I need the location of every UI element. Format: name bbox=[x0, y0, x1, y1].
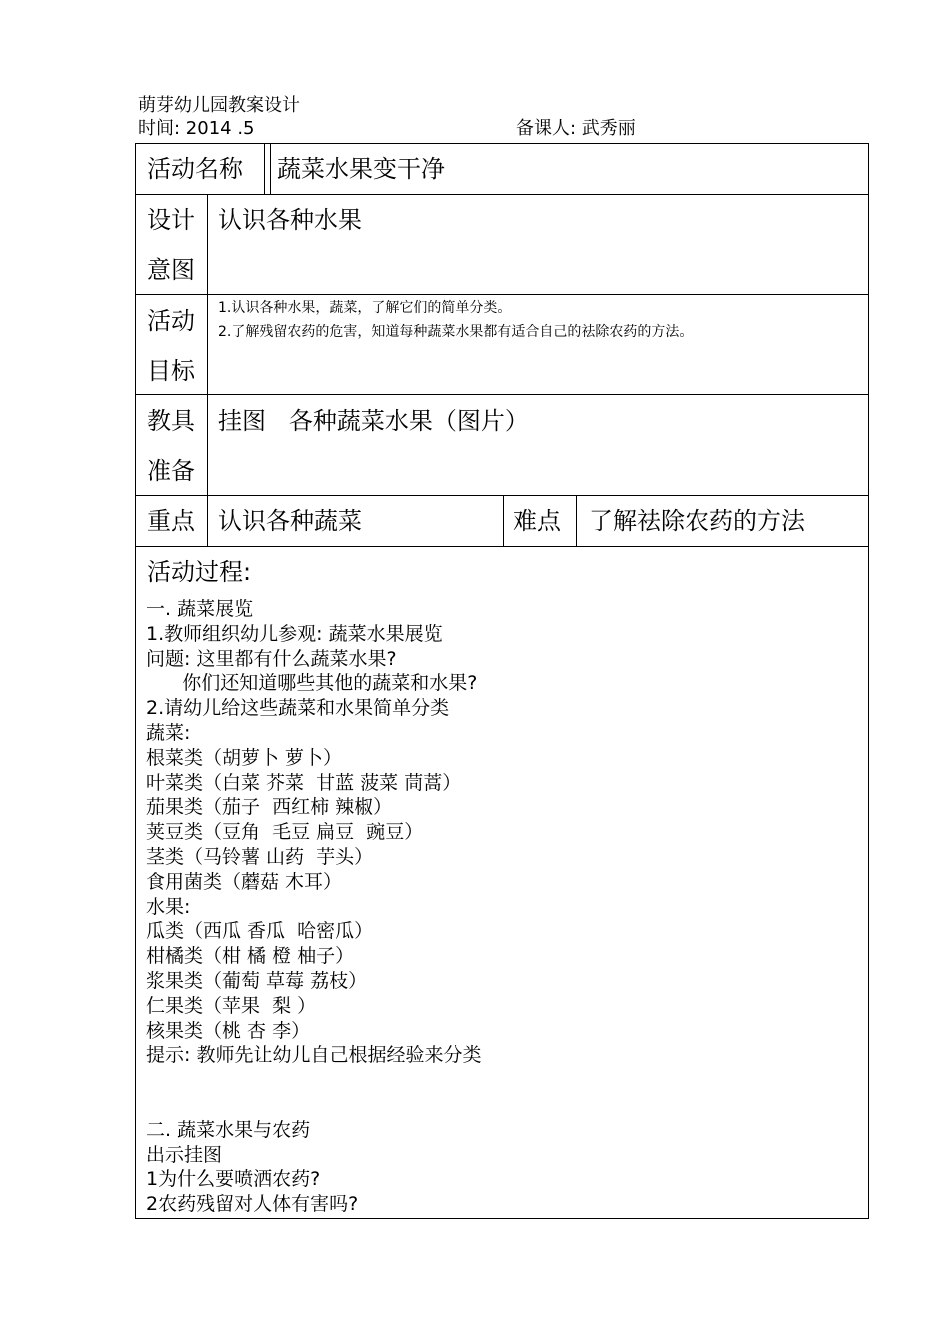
goal-item-1: 1.认识各种水果，蔬菜，了解它们的简单分类。 bbox=[218, 300, 512, 316]
process-line: 水果: bbox=[146, 895, 191, 918]
process-line: 1.教师组织幼儿参观: 蔬菜水果展览 bbox=[146, 622, 443, 645]
design-label-line1: 设计 bbox=[147, 206, 195, 234]
process-line: 茎类（马铃薯 山药 芋头） bbox=[146, 845, 374, 868]
process-line: 出示挂图 bbox=[146, 1143, 223, 1166]
process-line: 荚豆类（豆角 毛豆 扁豆 豌豆） bbox=[146, 821, 424, 844]
process-heading: 活动过程: bbox=[147, 558, 252, 586]
key-point-label: 重点 bbox=[147, 507, 195, 535]
process-line: 1为什么要喷洒农药? bbox=[146, 1168, 321, 1191]
process-line: 一. 蔬菜展览 bbox=[146, 598, 254, 620]
row-divider bbox=[135, 294, 869, 295]
process-line: 浆果类（葡萄 草莓 荔枝） bbox=[146, 969, 368, 992]
process-line bbox=[146, 1093, 481, 1118]
goal-item-2: 2.了解残留农药的危害，知道每种蔬菜水果都有适合自己的祛除农药的方法。 bbox=[218, 324, 694, 340]
process-line: 食用菌类（蘑菇 木耳） bbox=[146, 870, 343, 893]
process-line: 2农药残留对人体有害吗? bbox=[146, 1193, 359, 1216]
activity-name-label: 活动名称 bbox=[147, 155, 243, 183]
process-line: 问题: 这里都有什么蔬菜水果? bbox=[146, 647, 397, 670]
tools-label-line2: 准备 bbox=[147, 457, 195, 485]
goal-label-line1: 活动 bbox=[147, 307, 195, 335]
process-line: 提示: 教师先让幼儿自己根据经验来分类 bbox=[146, 1044, 482, 1067]
document-title: 萌芽幼儿园教案设计 bbox=[138, 95, 300, 116]
process-line: 你们还知道哪些其他的蔬菜和水果? bbox=[146, 672, 478, 695]
difficulty-value: 了解祛除农药的方法 bbox=[589, 507, 805, 535]
difficulty-label: 难点 bbox=[513, 507, 561, 535]
activity-name-value: 蔬菜水果变干净 bbox=[277, 155, 445, 183]
design-label-line2: 意图 bbox=[147, 256, 195, 284]
process-line: 核果类（桃 杏 李） bbox=[146, 1019, 311, 1042]
process-line: 根菜类（胡萝卜 萝卜） bbox=[146, 746, 343, 769]
column-divider bbox=[503, 495, 504, 546]
column-divider bbox=[270, 143, 271, 194]
process-body bbox=[146, 597, 481, 1217]
process-line: 仁果类（苹果 梨 ） bbox=[146, 994, 317, 1017]
process-line bbox=[146, 1068, 481, 1093]
tools-label-line1: 教具 bbox=[147, 407, 195, 435]
goal-label-line2: 目标 bbox=[147, 357, 195, 385]
row-divider bbox=[135, 394, 869, 395]
process-line: 蔬菜: bbox=[146, 721, 191, 744]
lesson-time: 时间: 2014 .5 bbox=[138, 118, 255, 139]
column-divider bbox=[264, 143, 265, 194]
process-line: 二. 蔬菜水果与农药 bbox=[146, 1118, 311, 1141]
design-intent-value: 认识各种水果 bbox=[218, 206, 362, 234]
key-point-value: 认识各种蔬菜 bbox=[218, 507, 362, 535]
column-divider bbox=[207, 194, 208, 546]
process-line: 叶菜类（白菜 芥菜 甘蓝 菠菜 茼蒿） bbox=[146, 771, 462, 794]
tools-value: 挂图 各种蔬菜水果（图片） bbox=[218, 407, 529, 435]
process-line: 茄果类（茄子 西红柿 辣椒） bbox=[146, 796, 393, 819]
process-line: 瓜类（西瓜 香瓜 哈密瓜） bbox=[146, 920, 374, 943]
lesson-author: 备课人: 武秀丽 bbox=[516, 118, 636, 139]
process-line: 2.请幼儿给这些蔬菜和水果简单分类 bbox=[146, 697, 450, 720]
process-line: 柑橘类（柑 橘 橙 柚子） bbox=[146, 945, 355, 968]
column-divider bbox=[576, 495, 577, 546]
